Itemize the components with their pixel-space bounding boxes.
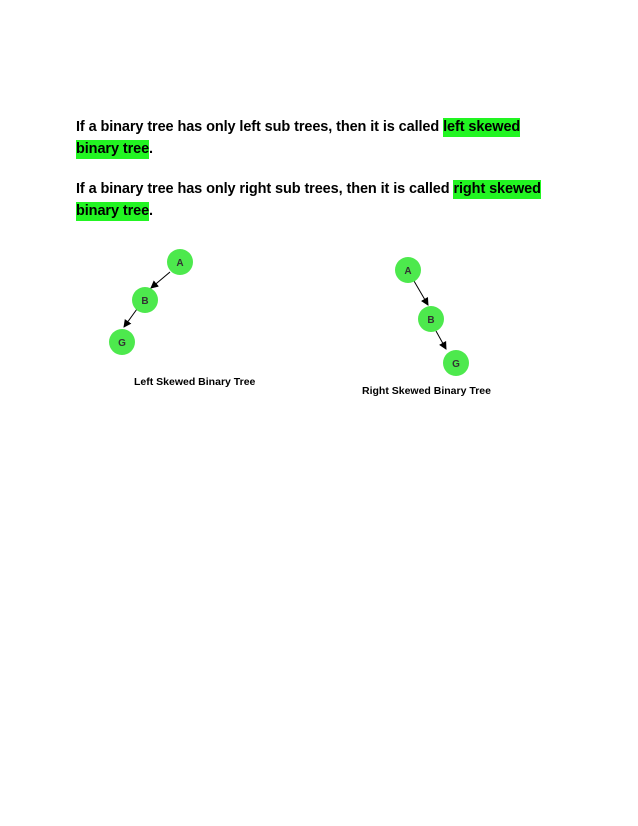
node-label-g: G [118,338,126,349]
node-label-b: B [141,296,149,307]
right-definition-text: If a binary tree has only right sub trees, then it is called [76,181,454,197]
tree-node-a [395,257,421,283]
tree-node-b [132,287,158,313]
node-label-a: A [404,266,412,277]
right-skewed-tree [395,257,469,376]
right-skewed-caption: Right Skewed Binary Tree [362,385,491,397]
tree-node-a [167,249,193,275]
left-definition-period: . [149,141,153,157]
edge-a-b [414,281,428,305]
right-skewed-highlight: right skewed binary tree [76,181,541,219]
tree-node-b [418,306,444,332]
tree-node-g [443,350,469,376]
right-definition-period: . [149,203,153,219]
node-label-a: A [176,258,184,269]
edge-b-g [124,309,137,327]
left-skewed-highlight: left skewed binary tree [76,119,521,157]
node-label-b: B [427,315,435,326]
node-label-g: G [452,359,460,370]
edge-a-b [151,272,170,288]
edge-b-g [436,331,446,349]
tree-node-g [109,329,135,355]
left-definition-text: If a binary tree has only left sub trees, then it is called [76,119,444,135]
left-skewed-caption: Left Skewed Binary Tree [134,376,256,388]
left-skewed-tree [109,249,193,355]
